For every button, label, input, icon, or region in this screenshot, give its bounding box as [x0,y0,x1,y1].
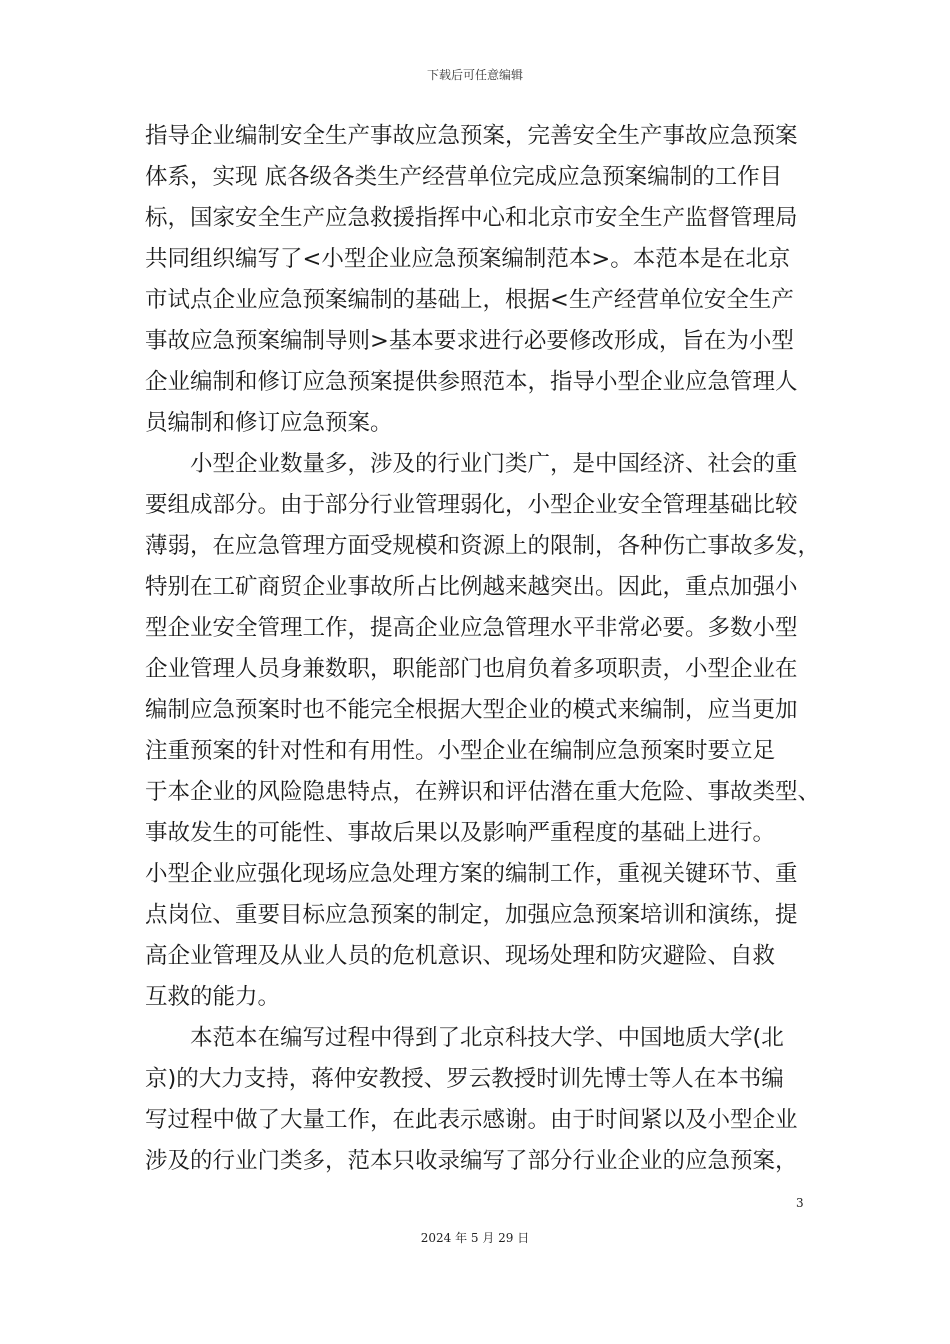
paragraph-2-line: 小型企业应强化现场应急处理方案的编制工作，重视关键环节、重 [145,861,798,887]
paragraph-2-line: 点岗位、重要目标应急预案的制定，加强应急预案培训和演练，提 [145,902,798,928]
paragraph-1-line: 市试点企业应急预案编制的基础上，根据<生产经营单位安全生产 [145,287,794,313]
paragraph-2-line: 企业管理人员身兼数职，职能部门也肩负着多项职责，小型企业在 [145,656,798,682]
paragraph-1-line: 事故应急预案编制导则>基本要求进行必要修改形成，旨在为小型 [145,328,794,354]
paragraph-2-line: 注重预案的针对性和有用性。小型企业在编制应急预案时要立足 [145,738,776,764]
page-header: 下载后可任意编辑 [426,68,523,82]
page-number: 3 [796,1196,804,1210]
paragraph-1-line: 标，国家安全生产应急救援指挥中心和北京市安全生产监督管理局 [145,205,798,231]
paragraph-1-line: 企业编制和修订应急预案提供参照范本，指导小型企业应急管理人 [145,369,798,395]
paragraph-1-line: 体系，实现 底各级各类生产经营单位完成应急预案编制的工作目 [145,164,783,190]
paragraph-1-line: 指导企业编制安全生产事故应急预案，完善安全生产事故应急预案 [145,123,798,149]
paragraph-1-line: 共同组织编写了<小型企业应急预案编制范本>。本范本是在北京 [145,246,791,272]
paragraph-2-line: 小型企业数量多，涉及的行业门类广，是中国经济、社会的重 [190,451,798,477]
paragraph-2-line: 要组成部分。由于部分行业管理弱化，小型企业安全管理基础比较 [145,492,798,518]
paragraph-2-line: 高企业管理及从业人员的危机意识、现场处理和防灾避险、自救 [145,943,776,969]
page-footer-date: 2024 年 5 月 29 日 [420,1231,530,1245]
paragraph-2-line: 互救的能力。 [145,984,281,1010]
paragraph-2-line: 事故发生的可能性、事故后果以及影响严重程度的基础上进行。 [145,820,776,846]
paragraph-2-line: 特别在工矿商贸企业事故所占比例越来越突出。因此，重点加强小 [145,574,798,600]
paragraph-3-line: 京)的大力支持，蒋仲安教授、罗云教授时训先博士等人在本书编 [145,1066,784,1092]
document-body [145,116,821,1182]
paragraph-2-line: 型企业安全管理工作，提高企业应急管理水平非常必要。多数小型 [145,615,798,641]
paragraph-1-line: 员编制和修订应急预案。 [145,410,393,436]
paragraph-3-line: 涉及的行业门类多，范本只收录编写了部分行业企业的应急预案， [145,1148,798,1174]
paragraph-2-line: 编制应急预案时也不能完全根据大型企业的模式来编制，应当更加 [145,697,798,723]
paragraph-2-line: 薄弱，在应急管理方面受规模和资源上的限制，各种伤亡事故多发， [145,533,821,559]
paragraph-3-line: 本范本在编写过程中得到了北京科技大学、中国地质大学(北 [190,1025,784,1051]
paragraph-3-line: 写过程中做了大量工作，在此表示感谢。由于时间紧以及小型企业 [145,1107,798,1133]
paragraph-2-line: 于本企业的风险隐患特点，在辨识和评估潜在重大危险、事故类型、 [145,779,821,805]
